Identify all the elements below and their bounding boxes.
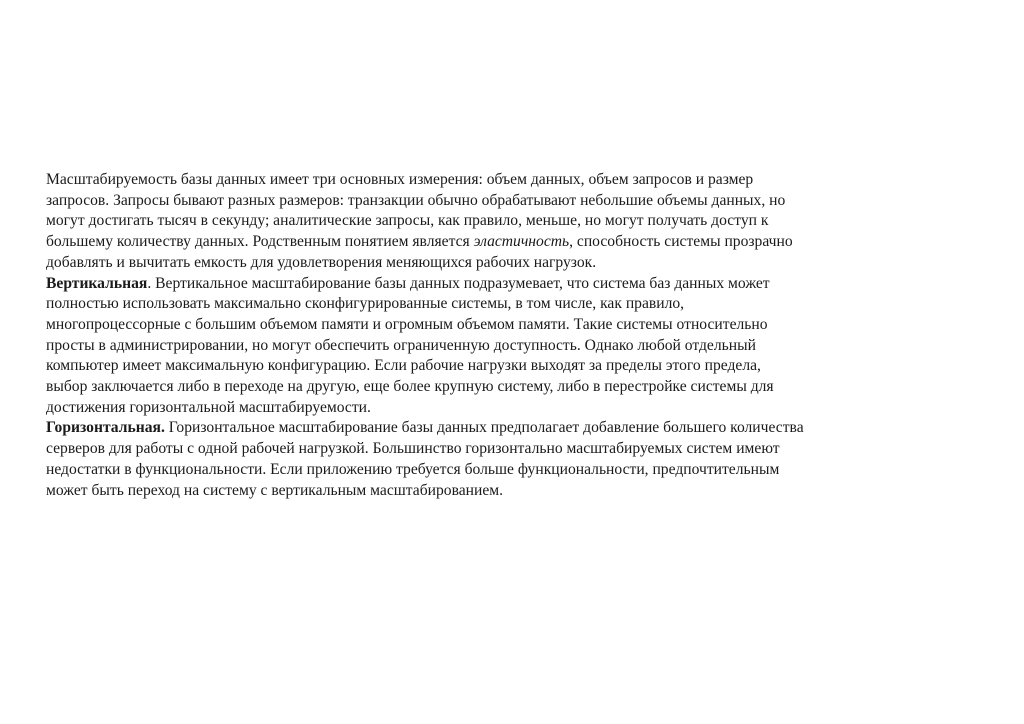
paragraph-horizontal-scaling: [46, 418, 896, 501]
text-line: достижения горизонтальной масштабируемости.: [46, 398, 371, 416]
text-line: полностью использовать максимально сконфигурированные системы, в том числе, как правило,: [46, 295, 685, 313]
text-line: [46, 274, 896, 295]
text-line: [46, 418, 896, 439]
text-line: недостатки в функциональности. Если приложению требуется больше функциональности, предпочтительным: [46, 460, 780, 478]
text-line: Масштабируемость базы данных имеет три основных измерения: объем данных, объем запросов и размер: [46, 171, 754, 188]
text-line: добавлять и вычитать емкость для удовлетворения меняющихся рабочих нагрузок.: [46, 253, 597, 271]
text-segment: большему количеству данных. Родственным понятием является: [46, 233, 474, 251]
document-body: [46, 170, 896, 501]
elasticity-term: эластичность: [473, 233, 570, 251]
text-line: компьютер имеет максимальную конфигурацию. Если рабочие нагрузки выходят за пределы этого предела,: [46, 357, 761, 375]
horizontal-heading: Горизонтальная.: [46, 419, 165, 437]
text-line: [46, 232, 896, 253]
paragraph-scalability-intro: [46, 170, 896, 274]
text-segment: Горизонтальное масштабирование базы данных предполагает добавление большего количества: [164, 419, 804, 437]
text-segment: , способность системы прозрачно: [569, 233, 793, 251]
text-line: просты в администрировании, но могут обеспечить ограниченную доступность. Однако любой отдельный: [46, 336, 756, 354]
vertical-heading: Вертикальная: [46, 274, 148, 292]
paragraph-vertical-scaling: [46, 274, 896, 419]
text-segment: . Вертикальное масштабирование базы данных подразумевает, что система баз данных может: [147, 274, 770, 292]
text-line: запросов. Запросы бывают разных размеров: транзакции обычно обрабатывают небольшие объемы данных, но: [46, 191, 786, 209]
text-line: серверов для работы с одной рабочей нагрузкой. Большинство горизонтально масштабируемых систем имеют: [46, 440, 780, 458]
text-line: может быть переход на систему с вертикальным масштабированием.: [46, 481, 504, 499]
text-line: могут достигать тысяч в секунду; аналитические запросы, как правило, меньше, но могут получать доступ к: [46, 212, 769, 230]
text-line: многопроцессорные с большим объемом памяти и огромным объемом памяти. Такие системы относительно: [46, 315, 768, 333]
text-line: выбор заключается либо в переходе на другую, еще более крупную систему, либо в перестройке системы для: [46, 378, 774, 396]
